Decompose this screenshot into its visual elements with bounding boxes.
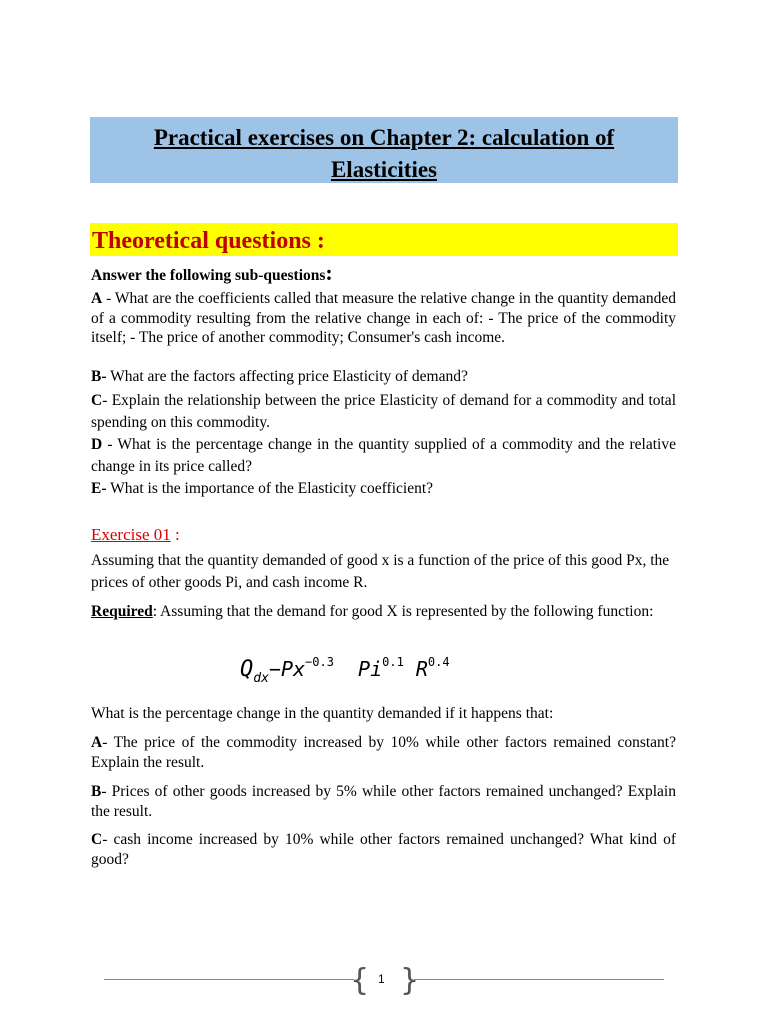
part-text: - The price of the commodity increased by 10% while other factors remained constant? Explain the result.: [91, 734, 676, 771]
part-text: - Prices of other goods increased by 5% while other factors remained unchanged? Explain the result.: [91, 783, 676, 820]
formula-pi-exp: 0.1: [382, 655, 404, 669]
question-letter: D: [91, 436, 103, 453]
question-e: [91, 479, 676, 499]
exercise-part-a: [91, 733, 676, 772]
title-line-1: Practical exercises on Chapter 2: calculation of: [153, 125, 615, 150]
formula-r-exp: 0.4: [427, 655, 450, 669]
part-letter: C: [91, 831, 103, 848]
intro-colon: :: [325, 260, 333, 285]
footer-bracket-right: }: [400, 963, 420, 998]
question-letter: B-: [91, 368, 107, 385]
exercise-part-c: [91, 830, 676, 869]
demand-formula: [240, 655, 450, 686]
subquestions-intro: [91, 260, 676, 286]
question-a: [91, 289, 676, 348]
footer-rule-left: [104, 979, 354, 980]
part-letter: A: [91, 734, 103, 751]
footer-bracket-left: {: [350, 963, 370, 998]
formula-px: −Px: [268, 657, 306, 681]
intro-text: Answer the following sub-questions: [91, 267, 326, 284]
exercise-required: [91, 601, 676, 622]
part-letter: B: [91, 783, 102, 800]
exercise-title-suffix: :: [170, 525, 180, 544]
theoretical-heading: Theoretical questions :: [90, 223, 678, 256]
required-label: Required: [91, 603, 153, 620]
formula-q: Q: [240, 657, 254, 682]
question-letter: C: [91, 392, 103, 409]
exercise-title: [91, 525, 180, 545]
question-letter: E-: [91, 480, 107, 497]
title-banner: [90, 117, 678, 183]
part-text: - cash income increased by 10% while other factors remained unchanged? What kind of good?: [91, 831, 676, 868]
question-c: [91, 390, 676, 434]
formula-px-exp: −0.3: [305, 655, 334, 669]
footer-rule-right: [414, 979, 664, 980]
question-text: - Explain the relationship between the price Elasticity of demand for a commodity and total spending on this commodity.: [91, 392, 676, 431]
exercise-title-text: Exercise 01: [91, 525, 171, 544]
question-b: [91, 367, 676, 387]
question-text: - What is the percentage change in the quantity supplied of a commodity and the relative change in its price called?: [91, 436, 676, 475]
required-text: : Assuming that the demand for good X is represented by the following function:: [152, 603, 654, 620]
question-text: - What are the coefficients called that measure the relative change in the quantity demanded of a commodity resulting from the relative change in each of: - The price of the commodity itself; - The price of another commodity; Consumer's cash income.: [91, 290, 676, 346]
exercise-part-b: [91, 782, 676, 821]
page-number: 1: [378, 972, 385, 986]
formula-pi: Pi: [358, 657, 383, 681]
question-d: [91, 434, 676, 478]
question-letter: A: [91, 290, 103, 307]
question-text: What is the importance of the Elasticity coefficient?: [106, 480, 434, 497]
formula-q-sub: dx: [253, 671, 269, 686]
title-line-2: Elasticities: [330, 157, 438, 182]
exercise-intro: Assuming that the quantity demanded of good x is a function of the price of this good Px, the prices of other goods Pi, and cash income R.: [91, 552, 670, 591]
formula-r: R: [415, 657, 428, 681]
exercise-question: What is the percentage change in the quantity demanded if it happens that:: [91, 705, 554, 722]
question-text: What are the factors affecting price Elasticity of demand?: [106, 368, 468, 385]
